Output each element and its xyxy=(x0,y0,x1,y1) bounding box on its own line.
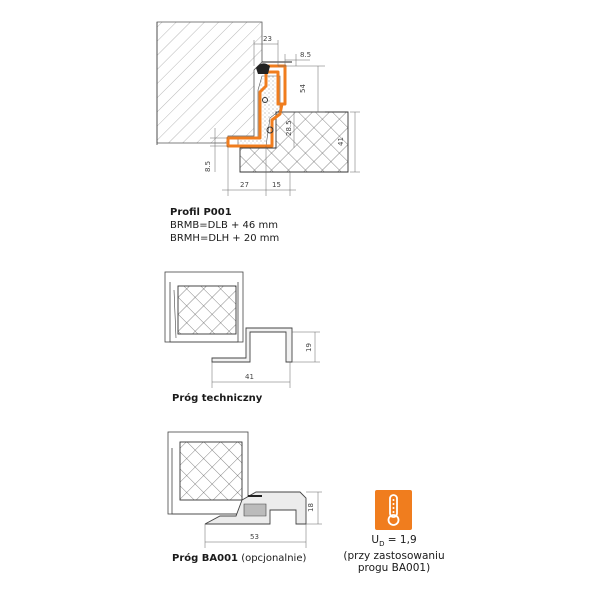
dim-28-5: 28.5 xyxy=(285,120,293,136)
profile-title: Profil P001 xyxy=(170,207,232,218)
thermal-value xyxy=(334,534,454,574)
brmh-formula: BRMH=DLH + 20 mm xyxy=(170,233,280,244)
thermal-note-line2: progu BA001) xyxy=(357,562,431,575)
dim-53: 53 xyxy=(250,533,259,541)
thermal-note-line1: (przy zastosowaniu xyxy=(343,550,445,563)
dim-54: 54 xyxy=(299,84,307,93)
dim-27: 27 xyxy=(240,181,249,189)
door-leaf xyxy=(178,286,236,334)
ba001-threshold-label xyxy=(172,552,306,565)
profile-p001-label xyxy=(170,206,279,245)
technical-threshold-label xyxy=(172,392,262,405)
dim-41: 41 xyxy=(245,373,254,381)
brmb-formula: BRMB=DLB + 46 mm xyxy=(170,220,278,231)
ba001-title: Próg BA001 xyxy=(172,553,239,564)
technical-threshold-title: Próg techniczny xyxy=(172,393,263,404)
ba001-threshold-drawing xyxy=(168,432,322,548)
wall-hatched xyxy=(157,22,262,143)
profile-p001-drawing xyxy=(157,22,360,196)
dim-8-5-top: 8.5 xyxy=(300,51,312,59)
ba001-optional: (opcjonalnie) xyxy=(238,553,307,564)
dim-15: 15 xyxy=(272,181,281,189)
thermometer-icon xyxy=(375,490,412,530)
dim-19: 19 xyxy=(305,343,313,352)
u-value-line: $U_D = 1,9$ xyxy=(371,534,417,549)
dim-8-5-left: 8.5 xyxy=(204,160,212,172)
door-leaf xyxy=(180,442,242,500)
technical-threshold-drawing xyxy=(165,272,320,388)
dim-23: 23 xyxy=(263,35,272,43)
dim-41: 41 xyxy=(337,137,345,146)
dim-18: 18 xyxy=(307,503,315,512)
